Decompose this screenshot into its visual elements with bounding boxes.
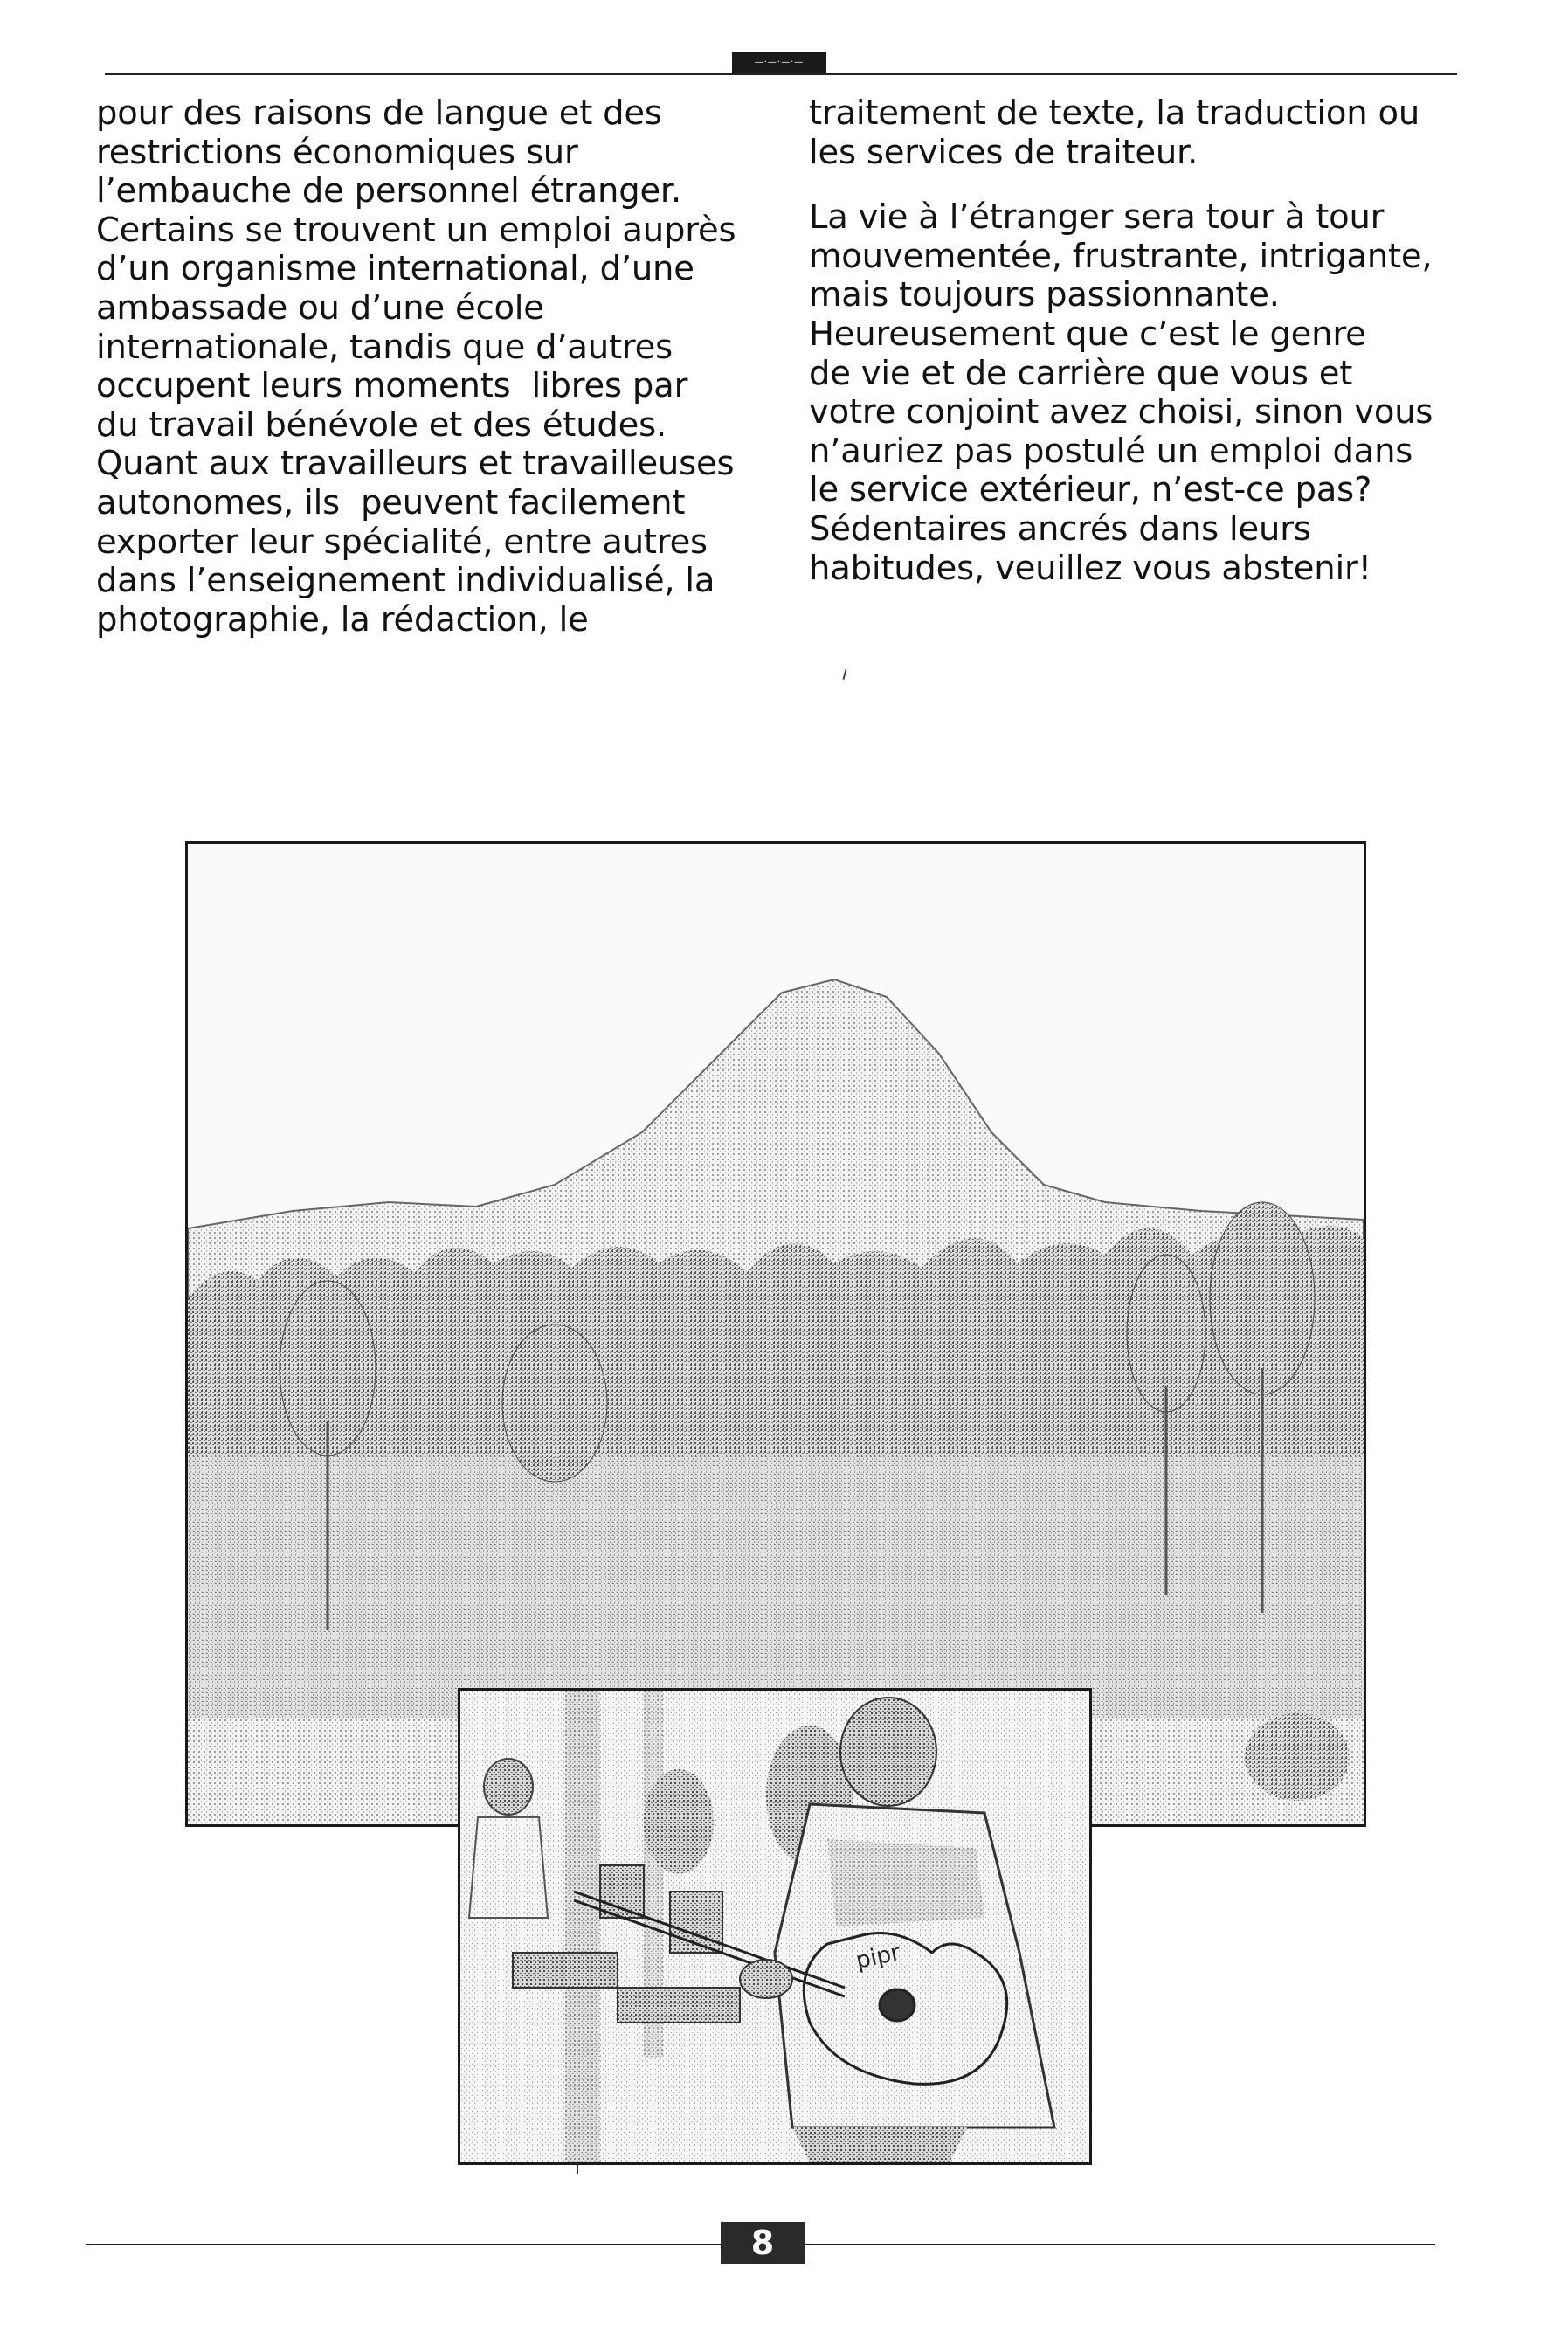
right-line: traitement de texte, la traduction ou <box>809 93 1420 133</box>
right-line: les services de traiteur. <box>809 132 1198 172</box>
guitar-text: pipr <box>853 1939 903 1975</box>
right-text-column <box>809 94 1473 588</box>
left-line: du travail bénévole et des études. <box>96 405 667 445</box>
stray-mark <box>842 669 846 680</box>
right-paragraph-2 <box>809 198 1473 588</box>
right-line: habitudes, veuillez vous abstenir! <box>809 548 1371 588</box>
right-line: La vie à l’étranger sera tour à tour <box>809 197 1385 238</box>
right-line: Sédentaires ancrés dans leurs <box>809 508 1311 549</box>
right-line: Heureusement que c’est le genre <box>809 314 1366 354</box>
left-line: autonomes, ils peuvent facilement <box>96 482 686 522</box>
landscape-photo <box>185 841 1366 1827</box>
right-line: de vie et de carrière que vous et <box>809 353 1353 393</box>
right-paragraph-1 <box>809 94 1473 172</box>
man-with-guitar-icon <box>460 1691 1089 2162</box>
left-line: l’embauche de personnel étranger. <box>96 171 682 211</box>
portrait-photo <box>458 1688 1092 2165</box>
mountain-landscape-icon <box>188 844 1364 1824</box>
left-line: internationale, tandis que d’autres <box>96 327 673 367</box>
left-line: d’un organisme international, d’une <box>96 249 694 289</box>
left-line: ambassade ou d’une école <box>96 287 544 328</box>
left-text-column <box>96 94 777 640</box>
right-line: votre conjoint avez choisi, sinon vous <box>809 392 1433 432</box>
left-line: dans l’enseignement individualisé, la <box>96 561 715 601</box>
left-line: exporter leur spécialité, entre autres <box>96 522 708 562</box>
page-number: 8 <box>721 2222 805 2264</box>
left-line: restrictions économiques sur <box>96 132 578 172</box>
left-line: Quant aux travailleurs et travailleuses <box>96 444 735 484</box>
right-line: n’auriez pas postulé un emploi dans <box>809 431 1413 471</box>
right-line: le service extérieur, n’est-ce pas? <box>809 470 1372 510</box>
right-line: mouvementée, frustrante, intrigante, <box>809 236 1433 276</box>
left-line: pour des raisons de langue et des <box>96 93 662 133</box>
stray-tick <box>577 2162 578 2174</box>
left-line: photographie, la rédaction, le <box>96 599 589 640</box>
right-line: mais toujours passionnante. <box>809 275 1280 315</box>
header-tab: —·—·—·— <box>732 52 826 73</box>
left-line: occupent leurs moments libres par <box>96 366 688 406</box>
header-rule <box>105 73 1457 75</box>
left-line: Certains se trouvent un emploi auprès <box>96 210 736 250</box>
